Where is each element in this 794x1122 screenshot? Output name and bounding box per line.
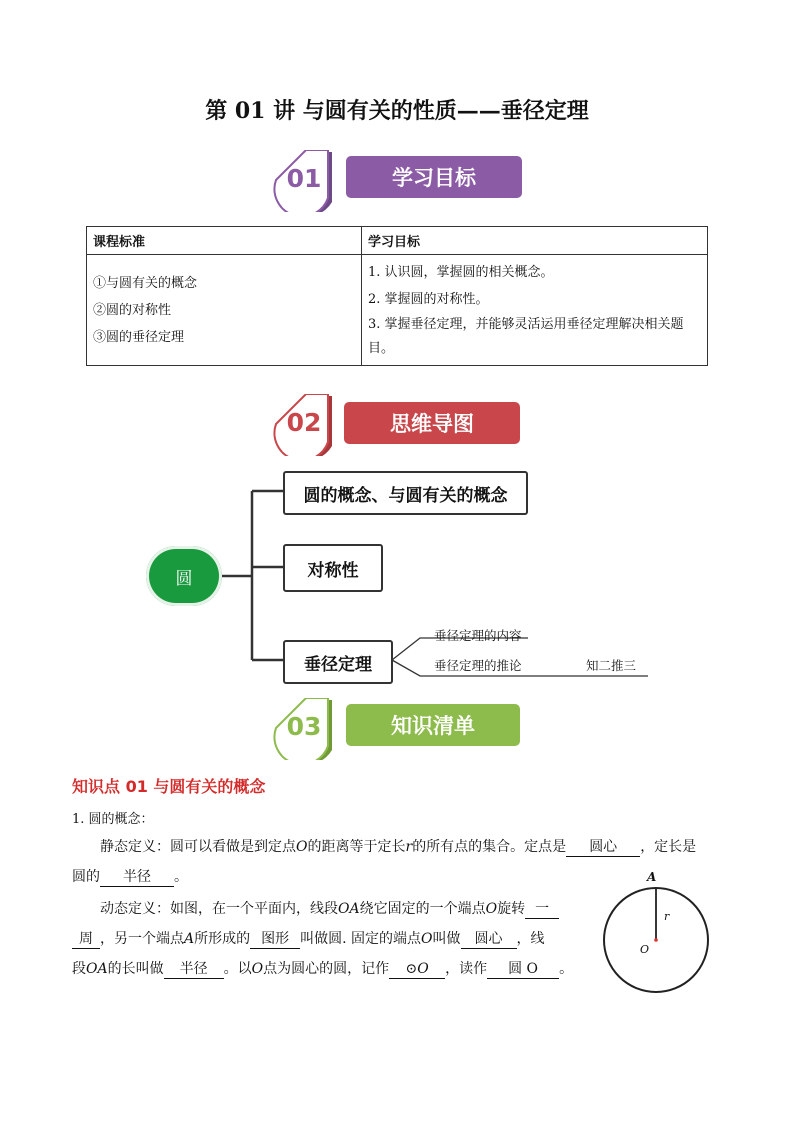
section-number: 03: [286, 712, 322, 741]
text: 的长叫做: [107, 961, 164, 977]
var-r: r: [405, 839, 413, 855]
blank-answer: 圆心: [461, 930, 517, 949]
text: 的距离等于定长: [307, 839, 406, 855]
var-oa: OA: [338, 901, 360, 917]
text: 旋转: [497, 901, 526, 917]
table-header-standard: 课程标准: [87, 227, 362, 255]
goal-item: 1. 认识圆，掌握圆的相关概念。: [368, 265, 554, 280]
var-o: O: [485, 901, 498, 917]
var-oa: OA: [86, 961, 108, 977]
mind-map-sub-content: 垂径定理的内容: [434, 628, 522, 643]
label-r: r: [664, 910, 670, 923]
dynamic-definition: [72, 894, 592, 984]
text: 所形成的: [194, 931, 251, 947]
section-label: 思维导图: [390, 412, 474, 436]
text: 动态定义：如图，在一个平面内，线段: [100, 901, 338, 917]
text: 静态定义：圆可以看做是到定点: [100, 839, 296, 855]
blank-answer: 一: [525, 900, 559, 919]
text: 圆的: [72, 869, 100, 885]
blank-answer: 半径: [100, 868, 174, 887]
standard-item: ①与圆有关的概念: [93, 275, 198, 291]
text: 。: [174, 869, 188, 885]
goal-item: 2. 掌握圆的对称性。: [368, 292, 489, 307]
section-label: 知识清单: [391, 714, 475, 738]
text: 。: [559, 961, 574, 977]
mind-map-note: 知二推三: [586, 658, 637, 673]
var-o: O: [296, 839, 308, 855]
goals-cell: [362, 255, 708, 366]
circle-figure: [602, 868, 714, 996]
text: 叫做: [432, 931, 461, 947]
mind-map-branch-theorem: 垂径定理: [283, 640, 393, 684]
text: 绕它固定的一个端点: [359, 901, 486, 917]
text: ，另一个端点: [100, 931, 184, 947]
text: 的所有点的集合。定点是: [412, 839, 567, 855]
standard-item: ③圆的垂径定理: [93, 329, 185, 345]
blank-answer: ⊙O: [389, 960, 445, 979]
standards-cell: [87, 255, 362, 366]
text: 。以: [223, 961, 252, 977]
text: 段: [72, 961, 86, 977]
goal-item: 3. 掌握垂径定理，并能够灵活运用垂径定理解决相关题目。: [368, 317, 684, 356]
mind-map-root: 圆: [146, 546, 222, 606]
label-o: O: [640, 943, 650, 956]
blank-answer: 圆 O: [487, 960, 559, 979]
mind-map-sub-corollary: 垂径定理的推论: [434, 658, 522, 673]
item-title: 1. 圆的概念：: [72, 812, 154, 827]
circle-diagram: [602, 868, 714, 996]
text: ，读作: [445, 961, 488, 977]
objectives-table: [86, 226, 708, 366]
label-a: A: [647, 870, 657, 884]
blank-answer: 半径: [164, 960, 224, 979]
blank-answer: 周: [72, 930, 100, 949]
blank-answer: 圆心: [566, 838, 640, 857]
var-o: O: [421, 931, 433, 947]
text: ，定长是: [640, 839, 697, 855]
section-number: 01: [286, 164, 322, 193]
table-header-goal: 学习目标: [362, 227, 708, 255]
section-label: 学习目标: [392, 166, 476, 190]
mind-map-branch-symmetry: 对称性: [283, 544, 383, 592]
text: 叫做圆. 固定的端点: [300, 931, 422, 947]
section-banner-knowledge: [270, 698, 530, 760]
section-banner-mindmap: [270, 394, 530, 456]
page-title: 第 01 讲 与圆有关的性质——垂径定理: [205, 98, 589, 124]
section-number: 02: [286, 408, 322, 437]
standard-item: ②圆的对称性: [93, 302, 172, 318]
var-o: O: [251, 961, 264, 977]
text: 点为圆心的圆，记作: [263, 961, 390, 977]
text: ，线: [516, 931, 545, 947]
blank-answer: 图形: [250, 930, 300, 949]
knowledge-point-heading: 知识点 01 与圆有关的概念: [72, 777, 266, 796]
var-a: A: [184, 931, 195, 947]
mind-map-branch-concept: 圆的概念、与圆有关的概念: [283, 471, 528, 515]
section-banner-objectives: [270, 150, 530, 212]
